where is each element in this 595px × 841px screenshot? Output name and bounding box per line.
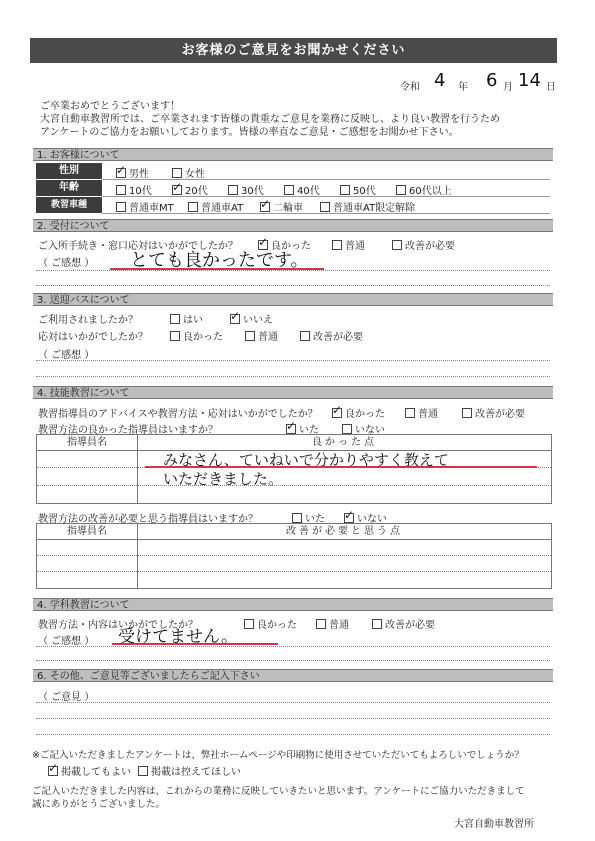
section4-title: 4. 技能教習について	[33, 386, 553, 399]
col-instructor-header: 指導員名	[37, 435, 138, 451]
age-option[interactable]: 10代	[116, 182, 152, 197]
bus-use-question: ご利用されましたか？	[38, 315, 138, 326]
date-day-unit: 日	[546, 82, 556, 93]
bus-bad-option[interactable]: 改善が必要	[300, 328, 363, 343]
thanks-text	[32, 785, 562, 811]
reception-good-option[interactable]: ✓ 良かった	[258, 237, 311, 252]
section1-title: 1. お客様について	[33, 148, 553, 161]
age-option[interactable]: 40代	[284, 182, 320, 197]
checkbox-icon[interactable]	[320, 202, 330, 212]
organization-name: 大宮自動車教習所	[454, 819, 534, 830]
checkbox-icon[interactable]	[170, 314, 180, 324]
reception-question: ご入所手続き・窓口応対はいかがでしたか？	[38, 241, 238, 252]
section3-title: 3. 送迎バスについて	[33, 293, 553, 306]
thanks-line2: 誠にありがとうございました。	[32, 799, 166, 810]
classroom-comment-label: （ ご感想 ）	[38, 636, 95, 647]
gender-female-option[interactable]: 女性	[172, 165, 205, 180]
checkbox-icon[interactable]	[170, 331, 180, 341]
driving-bad-option[interactable]: 改善が必要	[462, 405, 525, 420]
improve-instructor-table	[36, 523, 552, 589]
checkbox-icon[interactable]	[405, 408, 415, 418]
red-underline	[112, 643, 278, 645]
improve-instructor-no-option[interactable]: ✓ いない	[344, 510, 387, 525]
publish-ok-option[interactable]: ✓掲載してもよい	[48, 763, 131, 778]
col-improve-points-header: 改善が必要と思う点	[138, 524, 551, 540]
date-year[interactable]: 4	[434, 70, 446, 91]
good-instructor-question: 教習方法の良かった指導員はいますか？	[38, 425, 218, 436]
section2-title: 2. 受付について	[33, 219, 553, 232]
good-instructor-no-option[interactable]: いない	[342, 421, 385, 436]
checkbox-icon[interactable]	[172, 168, 182, 178]
checkbox-icon[interactable]	[228, 185, 238, 195]
classroom-normal-option[interactable]: 普通	[316, 616, 349, 631]
bus-normal-option[interactable]: 普通	[245, 328, 278, 343]
course-option[interactable]: 普通車MT	[116, 199, 174, 214]
checkbox-icon[interactable]	[245, 331, 255, 341]
checkbox-checked-icon[interactable]	[116, 168, 126, 178]
intro-line3: アンケートのご協力をお願いしております。皆様の率直なご意見・ご感想をお聞かせ下さい。	[40, 127, 459, 138]
reception-handwritten-comment[interactable]: とても良かったです。	[130, 250, 309, 271]
other-comment-label: （ ご意見 ）	[38, 692, 95, 703]
checkbox-icon[interactable]	[116, 185, 126, 195]
checkbox-checked-icon[interactable]	[332, 408, 342, 418]
thanks-line1: ご記入いただきました内容は、これからの業務に反映していきたいと思います。アンケートにご協力いただきまして	[32, 786, 525, 797]
checkbox-checked-icon[interactable]	[344, 513, 354, 523]
red-underline	[145, 466, 537, 468]
publish-notice: ※ご記入いただきましたアンケートは、弊社ホームページや印刷物に使用させていただいてもよろしいでしょうか？	[32, 750, 524, 761]
intro-line2: 大宮自動車教習所では、ご卒業されます皆様の貴重なご意見を業務に反映し、より良い教習を行うため	[40, 114, 500, 125]
section1-table	[36, 163, 550, 213]
intro	[40, 100, 560, 139]
date-month[interactable]: 6	[486, 70, 498, 91]
improve-instructor-yes-option[interactable]: いた	[292, 510, 325, 525]
driving-normal-option[interactable]: 普通	[405, 405, 438, 420]
driving-question: 教習指導員のアドバイスや教習方法・応対はいかがでしたか？	[38, 409, 318, 420]
checkbox-icon[interactable]	[244, 619, 254, 629]
date-year-unit: 年	[458, 82, 468, 93]
course-option[interactable]: ✓ 二輪車	[260, 199, 303, 214]
checkbox-icon[interactable]	[462, 408, 472, 418]
date-month-unit: 月	[503, 82, 513, 93]
classroom-handwritten-comment[interactable]: 受けてません。	[118, 627, 239, 647]
checkbox-checked-icon[interactable]	[48, 766, 58, 776]
course-option[interactable]: 普通車AT限定解除	[320, 199, 415, 214]
bus-yes-option[interactable]: はい	[170, 311, 203, 326]
intro-line1: ご卒業おめでとうございます！	[40, 101, 180, 112]
classroom-question: 教習方法・内容はいかがでしたか？	[38, 620, 198, 631]
date-row	[400, 72, 560, 92]
checkbox-icon[interactable]	[332, 240, 342, 250]
checkbox-icon[interactable]	[188, 202, 198, 212]
good-points-handwritten-line2[interactable]: いただきました。	[163, 470, 284, 488]
reception-comment-label: （ ご感想 ）	[38, 258, 95, 269]
checkbox-icon[interactable]	[340, 185, 350, 195]
improve-instructor-question: 教習方法の改善が必要と思う指導員はいますか？	[38, 514, 258, 525]
bus-no-option[interactable]: ✓ いいえ	[230, 311, 273, 326]
publish-ng-option[interactable]: 掲載は控えてほしい	[138, 763, 241, 778]
checkbox-icon[interactable]	[284, 185, 294, 195]
checkbox-checked-icon[interactable]	[260, 202, 270, 212]
section5-title: 4. 学科教習について	[33, 598, 553, 611]
driving-good-option[interactable]: ✓ 良かった	[332, 405, 385, 420]
bus-service-question: 応対はいかがでしたか？	[38, 332, 148, 343]
checkbox-icon[interactable]	[138, 766, 148, 776]
checkbox-checked-icon[interactable]	[286, 424, 296, 434]
checkbox-checked-icon[interactable]	[172, 185, 182, 195]
reception-bad-option[interactable]: 改善が必要	[392, 237, 455, 252]
gender-male-option[interactable]: ✓男性	[116, 165, 149, 180]
classroom-bad-option[interactable]: 改善が必要	[372, 616, 435, 631]
col-instructor-header: 指導員名	[37, 524, 138, 540]
date-era: 令和	[400, 82, 420, 93]
reception-normal-option[interactable]: 普通	[332, 237, 365, 252]
checkbox-icon[interactable]	[396, 185, 406, 195]
age-label: 年齢	[36, 180, 102, 196]
good-points-handwritten-line1[interactable]: みなさん、ていねいで分かりやすく教えて	[163, 451, 449, 469]
checkbox-icon[interactable]	[392, 240, 402, 250]
bus-good-option[interactable]: 良かった	[170, 328, 223, 343]
course-option[interactable]: 普通車AT	[188, 199, 243, 214]
section6-title: 6. その他、ご意見等ございましたらご記入下さい	[33, 669, 553, 682]
checkbox-icon[interactable]	[316, 619, 326, 629]
checkbox-checked-icon[interactable]	[230, 314, 240, 324]
age-option[interactable]: 60代以上	[396, 182, 452, 197]
age-option[interactable]: 50代	[340, 182, 376, 197]
checkbox-icon[interactable]	[342, 424, 352, 434]
checkbox-icon[interactable]	[372, 619, 382, 629]
good-instructor-table	[36, 434, 552, 504]
age-option[interactable]: 30代	[228, 182, 264, 197]
gender-label: 性別	[36, 163, 102, 179]
checkbox-icon[interactable]	[116, 202, 126, 212]
bus-comment-label: （ ご感想 ）	[38, 350, 95, 361]
checkbox-icon[interactable]	[292, 513, 302, 523]
col-good-points-header: 良かった点	[138, 435, 551, 451]
good-instructor-yes-option[interactable]: ✓ いた	[286, 421, 319, 436]
course-label: 教習車種	[36, 197, 102, 213]
date-day[interactable]: 14	[518, 70, 541, 91]
page-title: お客様のご意見をお聞かせください	[30, 38, 557, 63]
checkbox-icon[interactable]	[300, 331, 310, 341]
age-option[interactable]: ✓ 20代	[172, 182, 208, 197]
classroom-good-option[interactable]: 良かった	[244, 616, 297, 631]
